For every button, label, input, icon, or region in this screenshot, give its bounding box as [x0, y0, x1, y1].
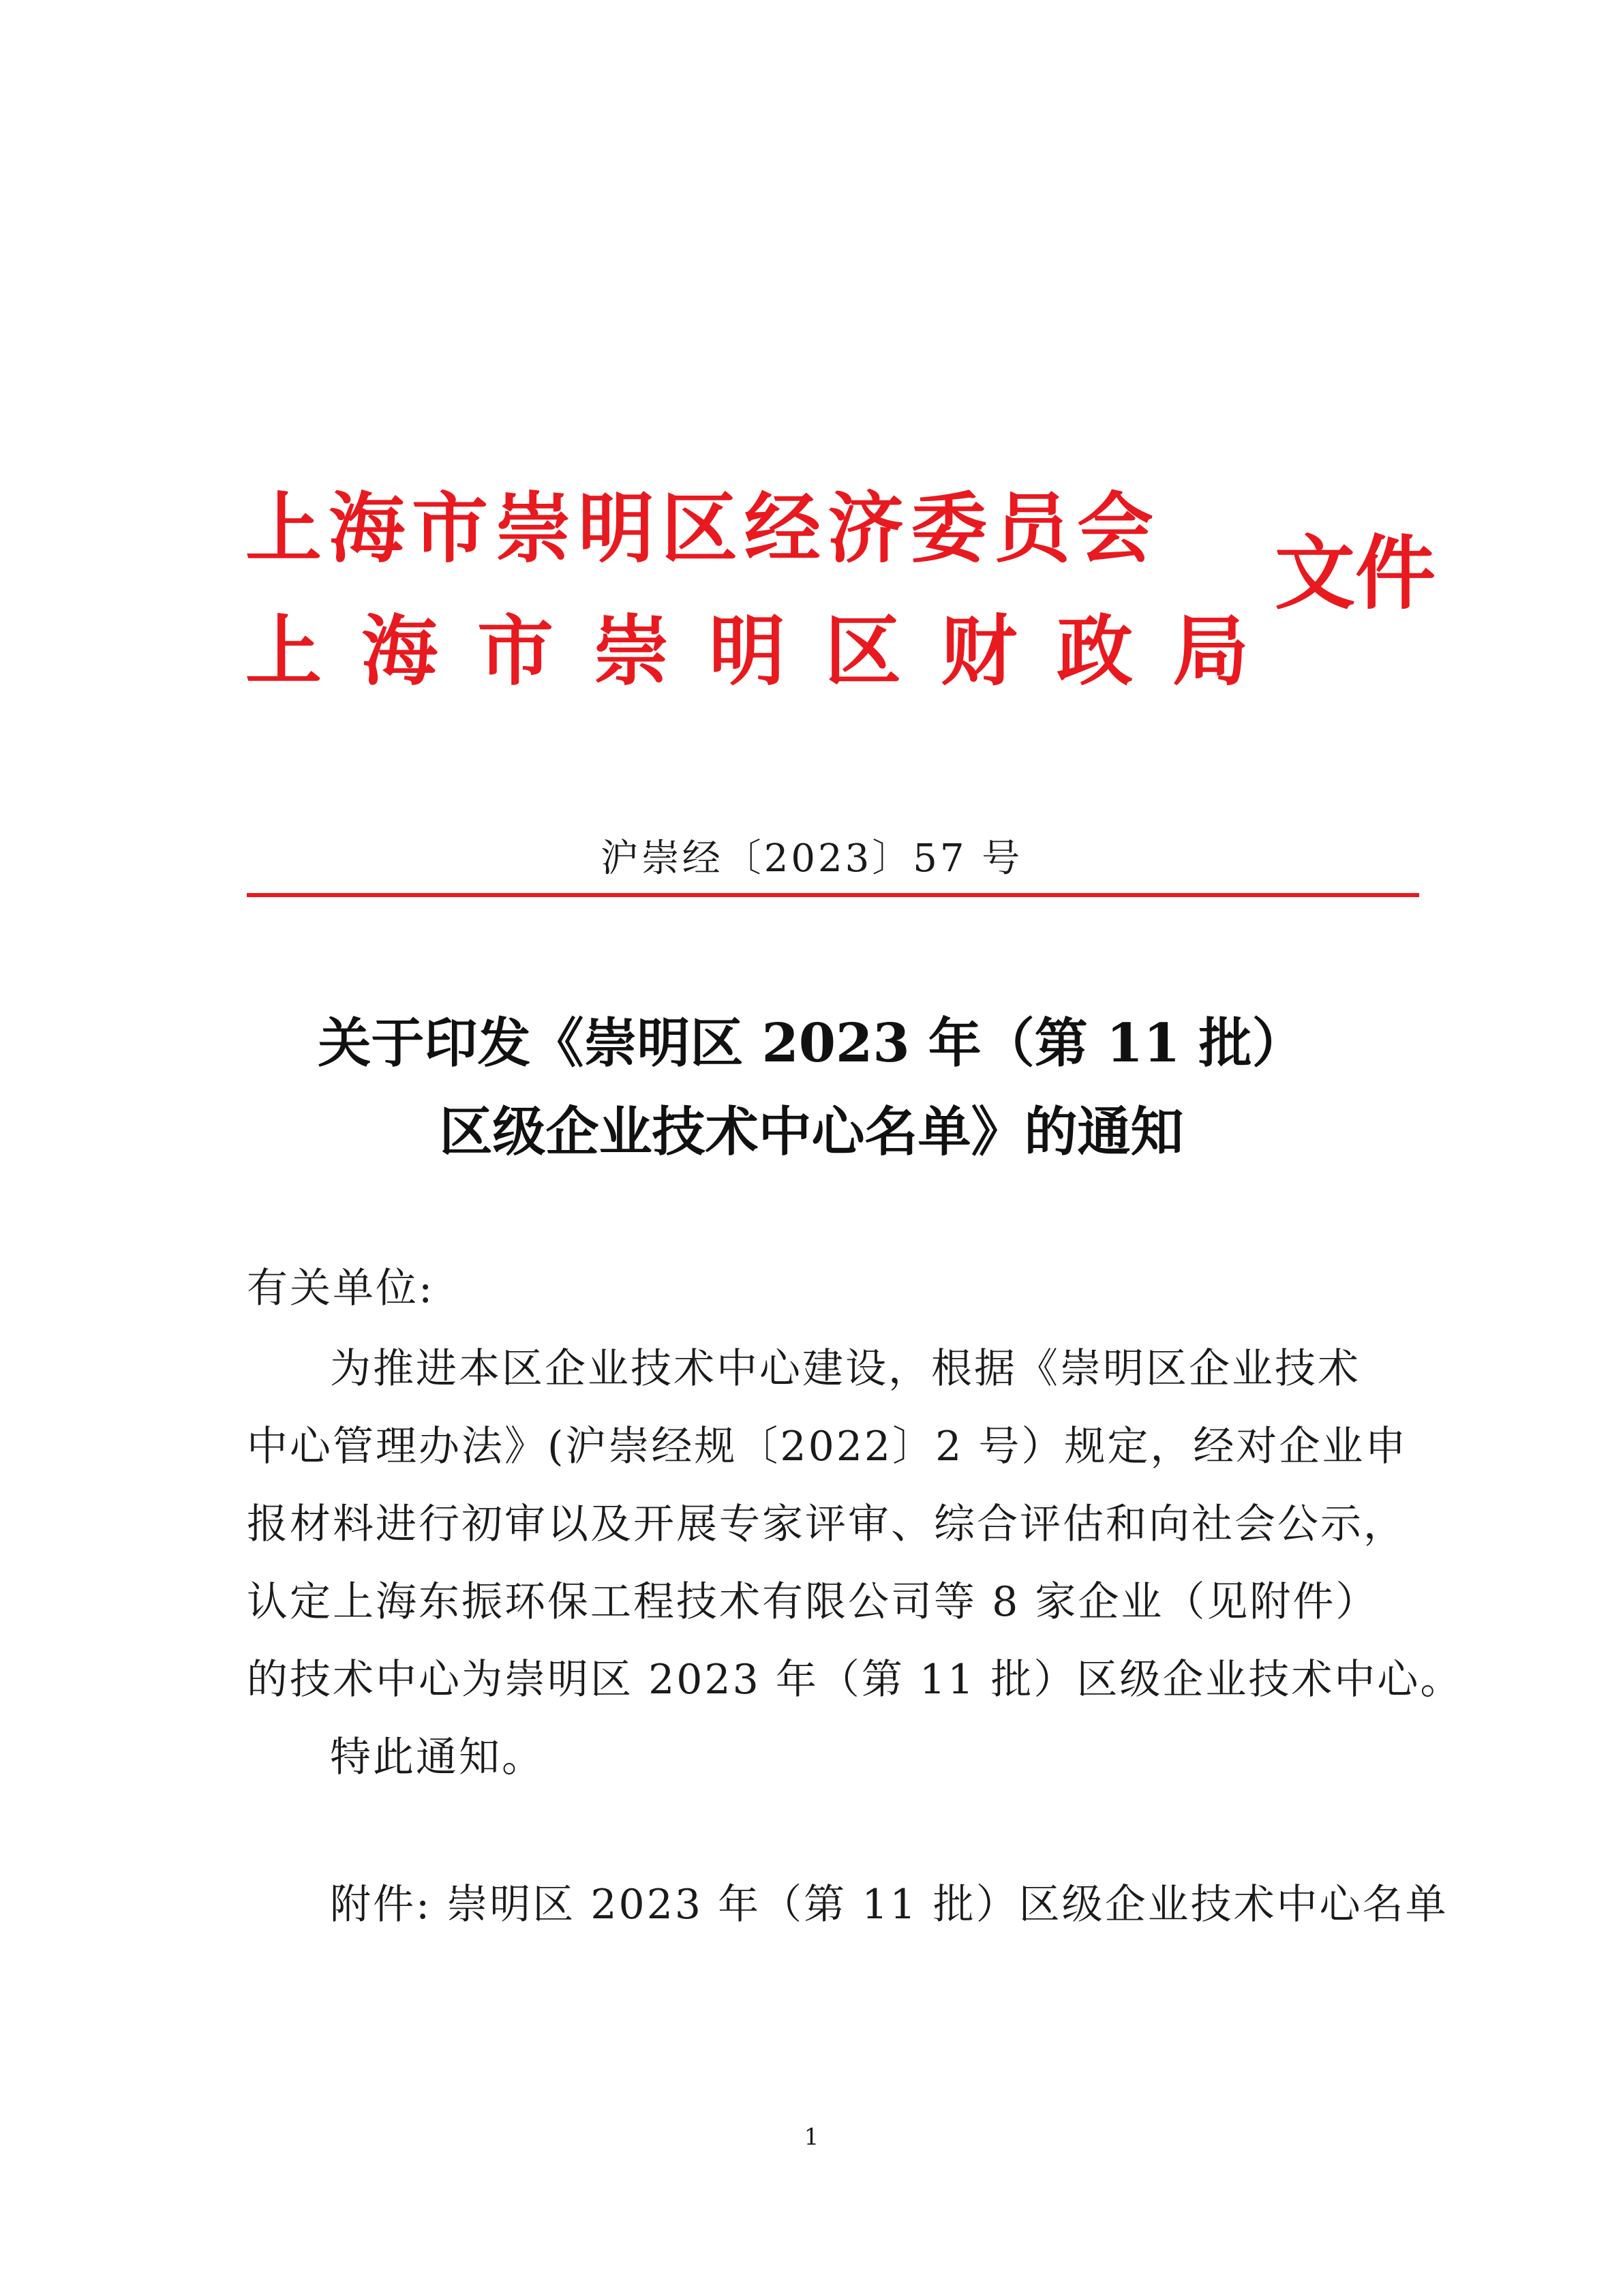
paragraph-line-5: 的技术中心为崇明区 2023 年（第 11 批）区级企业技术中心。: [247, 1656, 1463, 1704]
title-line-2: 区级企业技术中心名单》的通知: [439, 1101, 1184, 1163]
issuer-line-2: 上海市崇明区财政局: [245, 607, 1288, 696]
doc-type-label: 文件: [1275, 526, 1436, 620]
salutation: 有关单位:: [247, 1265, 435, 1312]
paragraph-line-1: 为推进本区企业技术中心建设，根据《崇明区企业技术: [330, 1345, 1361, 1393]
title-line-1: 关于印发《崇明区 2023 年（第 11 批）: [318, 1012, 1305, 1074]
issuer-line-1: 上海市崇明区经济委员会: [245, 484, 1160, 573]
red-divider: [247, 893, 1419, 897]
paragraph-line-3: 报材料进行初审以及开展专家评审、综合评估和向社会公示，: [247, 1500, 1406, 1548]
attachment-note: 附件: 崇明区 2023 年（第 11 批）区级企业技术中心名单: [330, 1881, 1448, 1929]
document-number: 沪崇经〔2023〕57 号: [600, 836, 1023, 881]
paragraph-line-2: 中心管理办法》(沪崇经规〔2022〕2 号）规定，经对企业申: [247, 1423, 1408, 1470]
page-number: 1: [804, 2124, 819, 2151]
paragraph-line-4: 认定上海东振环保工程技术有限公司等 8 家企业（见附件）: [247, 1578, 1379, 1626]
closing-remark: 特此通知。: [330, 1734, 545, 1781]
